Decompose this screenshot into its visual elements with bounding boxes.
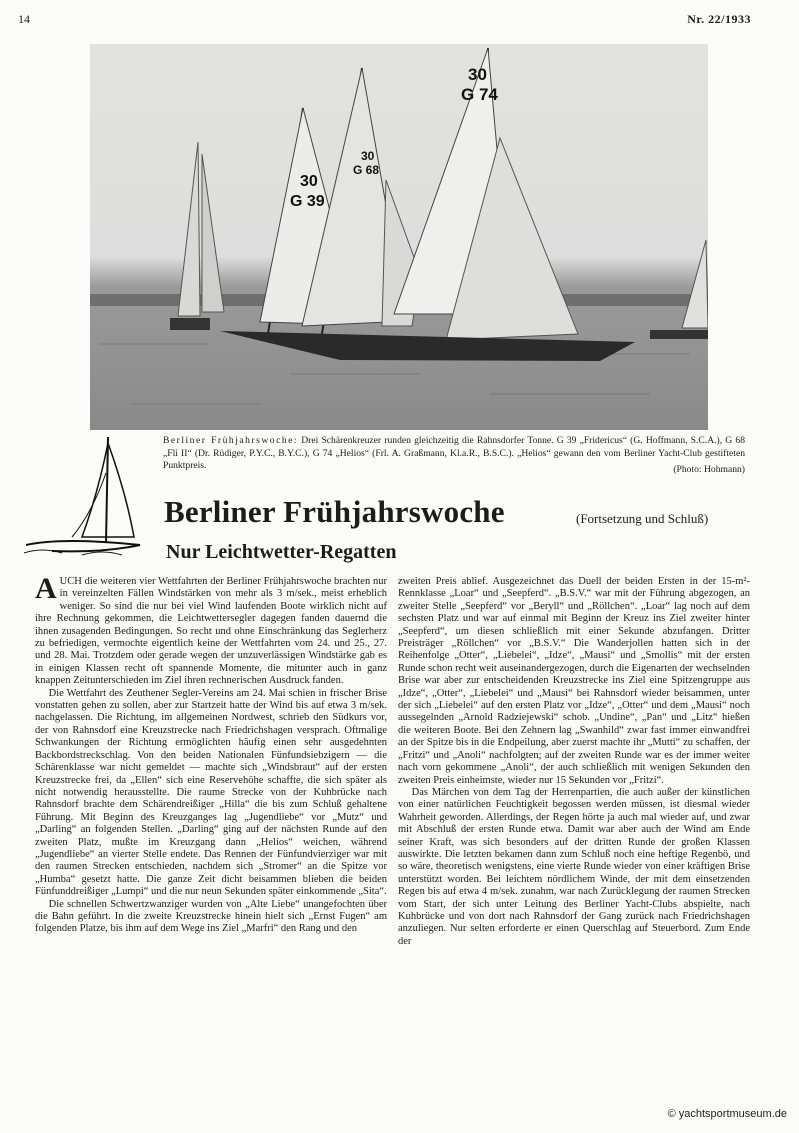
- sail-left-small-jib: [202, 154, 224, 312]
- paragraph: AUCH die weiteren vier Wettfahrten der Berliner Frühjahrswoche brachten nur in vereinzelten Fällen Windstärken von mehr als 3 m/sek., meist erheblich weniger. So sind die nur bei viel Wind laufenden Boote wirklich nicht auf ihre Rechnung gekommen, die Leichtwettersegler dagegen fanden dauernd die ihnen zusagenden Bedingungen. So recht und ohne Einschränkung das Seglerherz zu befriedigen, vermochte eigentlich keine der Wettfahrten vom 24. und 25., 27. und 28. Mai. Trotzdem oder gerade wegen der unzuverlässigen Windstärke gab es in einigen Klassen recht oft spannende Momente, die mitunter auch in ganz knappen Zeitunterschieden im Ziel ihren rechnerischen Ausdruck fanden.: [35, 572, 387, 687]
- article-column-right: [398, 576, 750, 948]
- hull-main: [220, 331, 635, 361]
- photo-caption: [163, 435, 745, 473]
- sail-number-class-g68: 30: [361, 149, 375, 163]
- photo-credit: (Photo: Hohmann): [673, 464, 745, 475]
- issue-number: Nr. 22/1933: [687, 12, 751, 26]
- dropcap: A: [35, 572, 57, 605]
- article-column-left: [35, 572, 387, 936]
- watermark: © yachtsportmuseum.de: [667, 1108, 787, 1120]
- sail-number-class-g39: 30: [300, 173, 318, 190]
- caption-lead: Berliner Frühjahrswoche:: [163, 435, 299, 446]
- sail-left-small: [178, 142, 200, 316]
- hull-left-small: [170, 318, 210, 330]
- sail-number-g68: G 68: [353, 163, 380, 177]
- hull-right: [650, 330, 708, 339]
- regatta-photo: [90, 44, 708, 430]
- paragraph: zweiten Preis ablief. Ausgezeichnet das Duell der beiden Ersten in der 15-m²-Rennklasse „Loar“ und „Seepferd“. „B.S.V.“ war mit der Führung abgezogen, an zweiter Stelle „Seepferd“ vor „Beryll“ und „Röllchen“. „Loar“ lag noch auf dem sechsten Platz und war auf einmal mit Beginn der Kreuz ins Ziel zweiter hinter „Seepferd“, um diesen schließlich mit einer Sekunde abzufangen. Dritter Preisträger „Röllchen“ vor „B.S.V.“ Die Wanderjollen hatten sich in der Reihenfolge „Otter“, „Liebelei“, „Idze“, „Mausi“ und „Smollis“ mit der ersten Runde schon recht weit auseinandergezogen, durch die Eigenarten der wechselnden Brise war aber zur entscheidenden Kreuzstrecke ins Ziel eine Spitzengruppe aus „Idze“, „Otter“, „Liebelei“ und „Mausi“ bei Rahnsdorf wieder beisammen, unter der sich „Liebelei“ auf den ersten Platz vor „Idze“, „Otter“ und dem „Mausi“ noch aussegelnden „Arnold Radziejewski“ schob. „Undine“, „Pan“ und „Litz“ hießen die weiteren Boote. Bei den Zehnern lag „Swanhild“ zwar fast immer einwandfrei an der Spitze bis in die Endpeilung, aber zuerst machte ihr „Mutti“ zu schaffen, der „Fritzi“ und „Anoli“ nachfolgten; auf der zweiten Runde war es der immer weiter nach vorn gekommene „Anoli“, der auch schließlich mit wenigen Sekunden den zweiten Preis einheimste, wieder nur 15 Sekunden vor „Fritzi“.: [398, 576, 751, 786]
- paragraph: Die Wettfahrt des Zeuthener Segler-Vereins am 24. Mai schien in frischer Brise vonstatten gehen zu sollen, aber zur Startzeit hatte der Wind bis auf etwa 3 m/sek. nachgelassen. Die Richtung, im allgemeinen Nordwest, schrieb den Südkurs vor, der von Rahnsdorf eine Kreuzstrecke nach Friedrichshagen versprach. Oftmalige Schwankungen der Richtung ermöglichten häufig einen sehr ausgedehnten Backbordstreckschlag. Von den beiden Nationalen Fünfundsiebzigern — die Schärenklasse war nicht gemeldet — machte sich „Windsbraut“ auf der ersten Kreuzstrecke frei, da „Ellen“ sich eine Reservehöhe schaffte, die sich später als nicht notwendig herausstellte. Die raume Strecke von der Kuhbrücke nach Rahnsdorf brachte dem Schärendreißiger „Hilla“ die bis zum Schluß gehaltene Führung. Mit Beginn des Kreuzganges lag „Jugendliebe“ vor „Mutz“ und „Darling“ an folgenden Stellen. „Darling“ ging auf der nächsten Runde auf den zweiten Platz, mußte im Kreuzgang dann „Helios“ weichen, während „Jugendliebe“ an vierter Stelle endete. Das Rennen der Fünfundvierziger war mit den raumen Strecken entschieden, nachdem sich „Stromer“ an die Spitze vor „Humba“ gesetzt hatte. Die ganze Zeit dicht beisammen blieben die beiden Fünfunddreißiger „Lumpi“ und die nur neun Sekunden später einkommende „Sita“.: [35, 687, 387, 898]
- page-number: 14: [18, 12, 30, 26]
- paragraph: Das Märchen von dem Tag der Herrenpartien, die auch außer der künstlichen von einer natürlichen Feuchtigkeit begossen werden müssen, ist diesmal wieder Wahrheit geworden. Allerdings, der Regen hörte ja auch mal wieder auf, und zwar mit Abschluß der ersten Runde etwa. Damit war aber auch der Wind am Ende seiner Kraft, was sich besonders auf der dritten Runde der großen Klassen auswirkte. Die letzten bekamen dann zum Schluß noch eine heftige Regenbö, und so wäre, theoretisch wenigstens, eine vierte Runde wieder von einer kräftigen Brise unterstützt worden. Bei leichtem nördlichem Winde, der mit dem einsetzenden Regen bis auf etwa 4 m/sek. zunahm, war nach Zurücklegung der raumen Strecken vom Start, der sich unter Leitung des Berliner Yacht-Clubs abspielte, nach Kuhbrücke und von dort nach Rahnsdorf der Gang zurück nach Friedrichshagen anzuliegen. Nur selten erforderte er einen Querschlag auf Steuerbord. Zum Ende der: [398, 786, 750, 947]
- regatta-photo-illustration: [90, 44, 708, 430]
- sail-number-class-g74: 30: [468, 65, 487, 84]
- sail-number-g74: G 74: [461, 85, 498, 104]
- sail-right: [682, 240, 708, 328]
- caption-text: Drei Schärenkreuzer runden gleichzeitig die Rahnsdorfer Tonne. G 39 „Fridericus“ (G. Hoffmann, S.C.A.), G 68 „Fli II“ (Dr. Rüdiger, P.Y.C., B.Y.C.), G 74 „Helios“ (Frl. A. Graßmann, Kl.a.R., B.S.C.). „Helios“ gewann den vom Berliner Yacht-Club gestifteten Punktpreis.: [163, 435, 745, 471]
- article-subtitle: Nur Leichtwetter-Regatten: [166, 541, 397, 563]
- article-title-note: (Fortsetzung und Schluß): [576, 511, 709, 526]
- sailboat-sketch-icon: [22, 433, 144, 561]
- sail-number-g39: G 39: [290, 193, 325, 210]
- article-title: Berliner Frühjahrswoche: [164, 494, 505, 529]
- paragraph: Die schnellen Schwertzwanziger wurden von „Alte Liebe“ unangefochten über die Bahn geführt. In die zweite Kreuzstrecke hinein hielt sich „Ernst Fugen“ am folgenden Platze, bis ihm auf dem Wege ins Ziel „Marfri“ den Rang und den: [35, 898, 387, 935]
